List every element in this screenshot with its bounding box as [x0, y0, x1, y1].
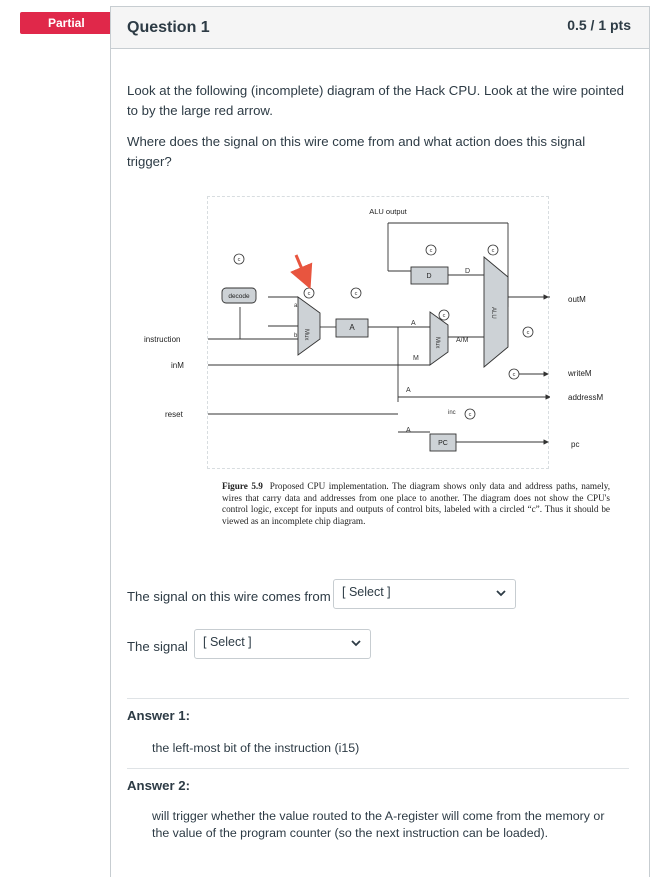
diagram-outer-labels	[130, 290, 670, 460]
fill-line-1: The signal on this wire comes from	[127, 589, 331, 604]
question-title: Question 1	[127, 19, 210, 36]
wire-inc-label: inc	[448, 410, 456, 416]
alu-label: ALU	[490, 307, 496, 319]
wire-a-label: A	[411, 320, 416, 327]
figure-caption-number: Figure 5.9	[222, 481, 263, 491]
control-c-6: c	[442, 313, 446, 319]
fill-line-2: The signal	[127, 639, 188, 654]
divider	[127, 698, 629, 699]
a-register-label: A	[349, 323, 355, 332]
mux2-label: Mux	[434, 337, 440, 349]
question-header	[111, 7, 649, 49]
mux1-label: Mux	[303, 329, 309, 341]
answer-2-text: will trigger whether the value routed to the A-register will come from the memory or the value of the program counter (so the next instruction can be loaded).	[152, 809, 605, 840]
control-c-9: c	[468, 412, 472, 418]
pc-register-label: PC	[438, 440, 448, 447]
control-c-2: c	[307, 291, 311, 297]
alu-output-label: ALU output	[369, 207, 407, 216]
answer-2-select-value: [ Select ]	[203, 635, 252, 649]
reset-outer-label: reset	[165, 410, 183, 419]
divider	[127, 768, 629, 769]
mux1-b-label: b	[294, 333, 298, 339]
answer-1-select[interactable]	[333, 579, 516, 609]
wire-m-label: M	[413, 355, 419, 362]
answer-2-select[interactable]	[194, 629, 371, 659]
wire-a3-label: A	[406, 427, 411, 434]
pc-label: pc	[571, 440, 580, 449]
addressm-label: addressM	[568, 393, 604, 402]
answer-2-label: Answer 2:	[127, 778, 191, 793]
outm-label: outM	[568, 295, 586, 304]
answer-1-text: the left-most bit of the instruction (i15)	[152, 741, 360, 755]
inm-outer-label: inM	[171, 361, 184, 370]
instruction-outer-label: instruction	[144, 335, 181, 344]
wire-a2-label: A	[406, 387, 411, 394]
question-prompt-1: Look at the following (incomplete) diagram of the Hack CPU. Look at the wire pointed to by the large red arrow.	[127, 83, 624, 118]
question-prompt-2: Where does the signal on this wire come from and what action does this signal trigger?	[127, 134, 586, 169]
control-c-4: c	[429, 248, 433, 254]
decode-label: decode	[228, 293, 250, 300]
red-arrow	[296, 255, 307, 281]
d-register-label: D	[426, 273, 432, 280]
writem-label: writeM	[568, 369, 592, 378]
control-c-5: c	[491, 248, 495, 254]
control-c-3: c	[354, 291, 358, 297]
answer-1-label: Answer 1:	[127, 708, 191, 723]
control-c-7: c	[526, 330, 530, 336]
question-points: 0.5 / 1 pts	[567, 17, 631, 33]
chevron-down-icon	[496, 588, 506, 598]
control-c-8: c	[512, 372, 516, 378]
figure-caption	[222, 481, 610, 527]
control-c-1: c	[237, 257, 241, 263]
wire-am-label: A/M	[456, 337, 469, 344]
status-badge: Partial	[20, 12, 112, 34]
figure-caption-text: Proposed CPU implementation. The diagram shows only data and address paths, namely, wires that carry data and addresses from one place to another. The diagram does not show the CPU's control logic, except for inputs and outputs of control bits, labeled with a circled “c”. Thus it should be viewed as an incomplete chip diagram.	[222, 481, 610, 526]
wire-d-label: D	[465, 268, 471, 275]
mux1-a-label: a	[294, 303, 298, 309]
chevron-down-icon	[351, 638, 361, 648]
answer-1-select-value: [ Select ]	[342, 585, 391, 599]
